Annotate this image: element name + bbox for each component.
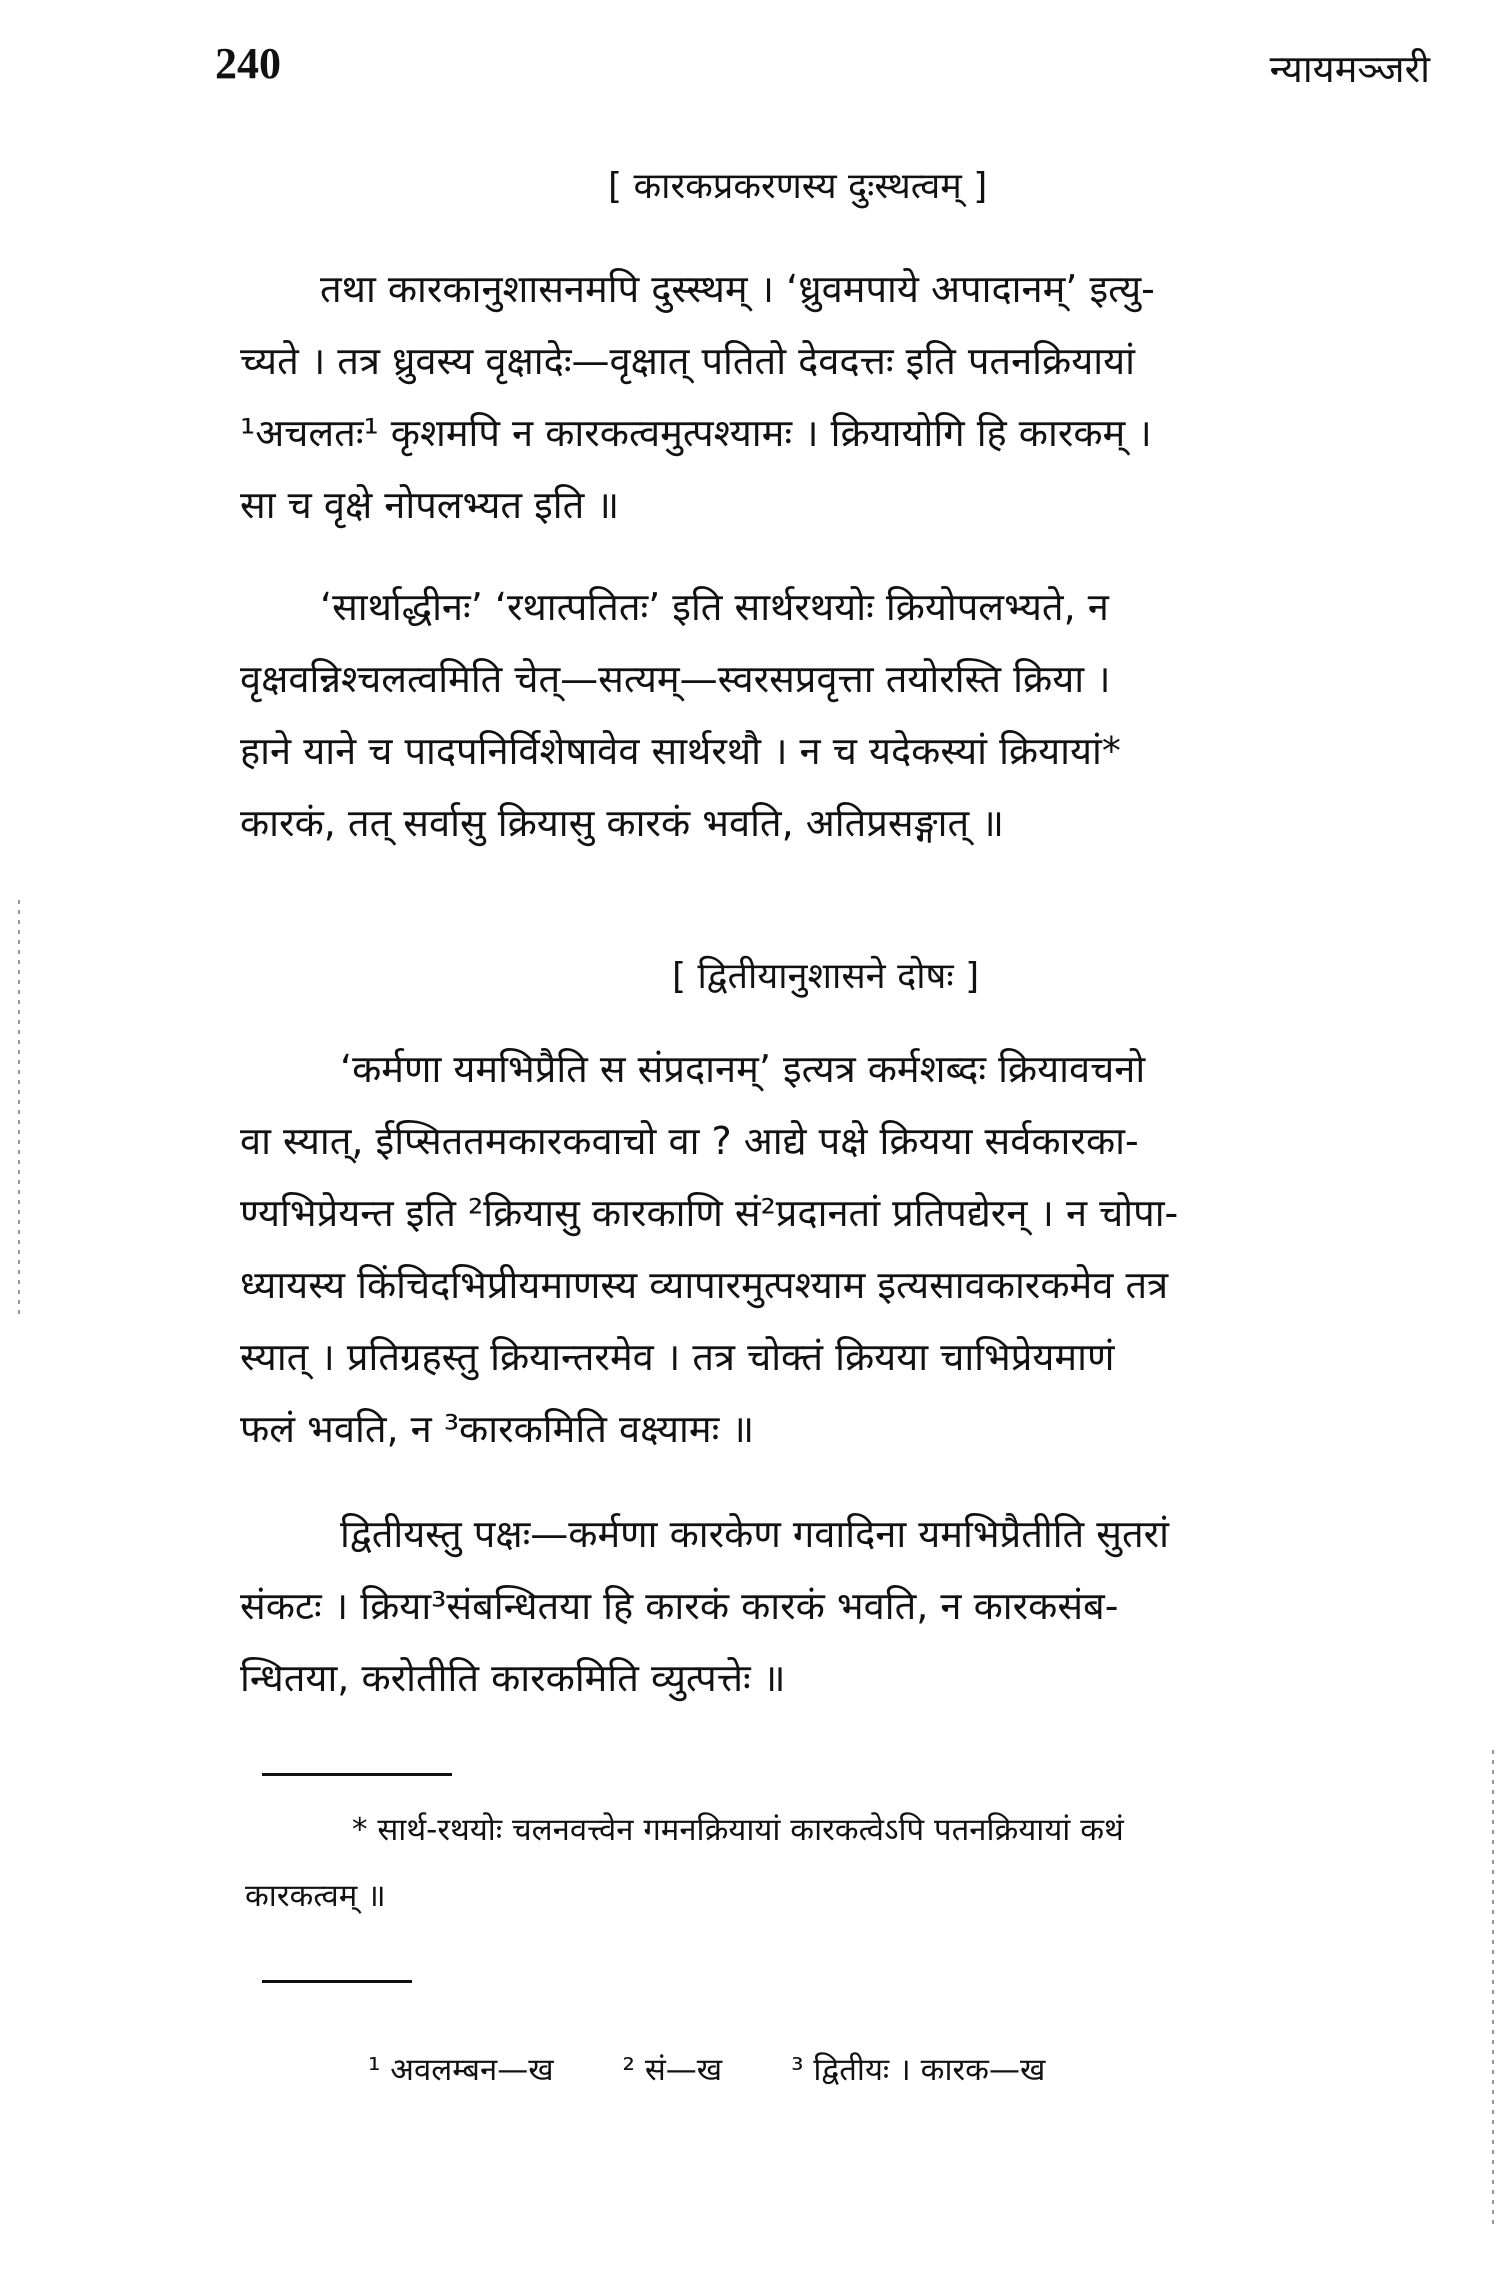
text-line: न्धितया, करोतीति कारकमिति व्युत्पत्तेः ॥: [240, 1656, 786, 1700]
text-line: वृक्षवन्निश्चलत्वमिति चेत्—सत्यम्—स्वरसप्रवृत्ता तयोरस्ति क्रिया ।: [240, 657, 1111, 701]
text-line: ‘कर्मणा यमभिप्रैति स संप्रदानम्’ इत्यत्र कर्मशब्दः क्रियावचनो: [340, 1047, 1146, 1091]
text-line: ध्यायस्य किंचिदभिप्रीयमाणस्य व्यापारमुत्पश्याम इत्यसावकारकमेव तत्र: [240, 1263, 1169, 1307]
page-header: [215, 38, 1430, 108]
text-line: सा च वृक्षे नोपलभ्यत इति ॥: [240, 483, 620, 527]
running-title: न्यायमञ्जरी: [1269, 47, 1430, 91]
text-line: हाने याने च पादपनिर्विशेषावेव सार्थरथौ । न च यदेकस्यां क्रियायां*: [240, 729, 1121, 773]
text-line: ¹अचलतः¹ कृशमपि न कारकत्वमुत्पश्यामः । क्रियायोगि हि कारकम् ।: [240, 411, 1152, 455]
footnote-text: * सार्थ-रथयोः चलनवत्त्वेन गमनक्रियायां कारकत्वेऽपि पतनक्रियायां कथं: [352, 1812, 1124, 1848]
text-line: ‘सार्थाद्धीनः’ ‘रथात्पतितः’ इति सार्थरथयोः क्रियोपलभ्यते, न: [320, 585, 1109, 629]
footnote-text: कारकत्वम् ॥: [245, 1878, 386, 1914]
footnote-separator: [262, 1980, 412, 1983]
text-line: तथा कारकानुशासनमपि दुस्स्थम् । ‘ध्रुवमपाये अपादानम्’ इत्यु-: [320, 267, 1155, 311]
text-line: फलं भवति, न ³कारकमिति वक्ष्यामः ॥: [240, 1407, 755, 1451]
section-heading: [ द्वितीयानुशासने दोषः ]: [672, 956, 980, 997]
text-line: ण्यभिप्रेयन्त इति ²क्रियासु कारकाणि सं²प्रदानतां प्रतिपद्येरन् । न चोपा-: [240, 1191, 1179, 1235]
scan-margin-mark: [1492, 1750, 1494, 2230]
variant-readings: ¹ अवलम्बन—ख ² सं—ख ³ द्वितीयः । कारक—ख: [368, 2052, 1046, 2088]
page-number: 240: [215, 39, 281, 88]
text-line: वा स्यात्, ईप्सिततमकारकवाचो वा ? आद्ये पक्षे क्रियया सर्वकारका-: [240, 1119, 1139, 1163]
section-heading: [ कारकप्रकरणस्य दुःस्थत्वम् ]: [608, 166, 988, 207]
text-line: च्यते । तत्र ध्रुवस्य वृक्षादेः—वृक्षात् पतितो देवदत्तः इति पतनक्रियायां: [240, 339, 1135, 383]
text-line: कारकं, तत् सर्वासु क्रियासु कारकं भवति, अतिप्रसङ्गात् ॥: [240, 801, 1004, 845]
footnote-separator: [262, 1773, 452, 1776]
scan-margin-mark: [18, 900, 20, 1320]
text-line: द्वितीयस्तु पक्षः—कर्मणा कारकेण गवादिना यमभिप्रैतीति सुतरां: [340, 1512, 1170, 1556]
text-line: संकटः । क्रिया³संबन्धितया हि कारकं कारकं भवति, न कारकसंब-: [240, 1584, 1119, 1628]
text-line: स्यात् । प्रतिग्रहस्तु क्रियान्तरमेव । तत्र चोक्तं क्रियया चाभिप्रेयमाणं: [240, 1335, 1115, 1379]
